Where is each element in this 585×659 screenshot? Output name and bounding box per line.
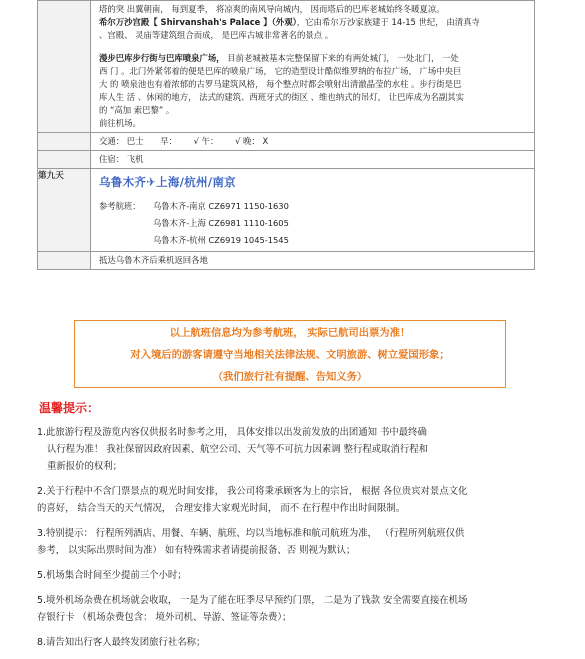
itinerary-table <box>37 0 535 270</box>
day8-lodging-label <box>38 151 91 169</box>
flight-shanghai: 乌鲁木齐-上海 CZ6981 1110-1605 <box>153 217 289 228</box>
tip-4-line-1: 5.机场集合时间至少提前三个小时； <box>37 570 187 581</box>
notice-line-2: 对入境后的游客请遵守当地相关法律法规、文明旅游、树立爱国形象； <box>130 349 450 361</box>
square-line-3: 库人生 活 、休闲的地方， 法式的建筑、西班牙式的街区 、维也纳式的吊灯， 让巴库成为名副其实 <box>99 92 465 103</box>
tip-3-line-1: 3.特别提示： 行程所列酒店、用餐、车辆、航班、均以当地标准和航司航班为准， （行程所列航班仅供 <box>37 528 465 539</box>
day9-content <box>91 169 535 252</box>
day9-arrival-row <box>38 251 535 269</box>
day9-arrival: 抵达乌鲁木齐后乘机返回各地 <box>99 254 208 265</box>
day8-info-label <box>38 133 91 151</box>
tip-5-line-1: 5.境外机场杂费在机场就会收取， 一是为了能在旺季尽早预约门票， 二是为了钱款 安全需要直接在机场 <box>37 595 468 606</box>
flight-label: 参考航班： <box>99 200 141 211</box>
meal-dinner: √ 晚： X <box>235 136 269 147</box>
tip-1-line-2: 认行程为准！ 我社保留因政府因素、航空公司、天气等不可抗力因素调 整行程或取消行程和 <box>47 444 428 455</box>
square-line-1: 西 门 。北门外紧邻着的便是巴库的喷泉广场， 它的造型设计酷似维罗纳的布拉广场， 广场中央巨 <box>99 66 462 77</box>
tip-4 <box>37 567 557 584</box>
day9-arrival-cell <box>91 251 535 269</box>
palace-title: 希尔万沙宫殿【 Shirvanshah's Palace 】（外观） <box>99 17 297 28</box>
day8-row <box>38 1 535 133</box>
notice-line-1: 以上航班信息均为参考航班， 实际已航司出票为准！ <box>169 327 411 339</box>
transport-meals <box>91 133 534 150</box>
day8-info-row <box>38 133 535 151</box>
day9-label: 第九天 <box>38 169 91 252</box>
tip-5-line-2: 存银行卡 （机场杂费包含： 境外司机、导游、签证等杂费）； <box>37 612 292 623</box>
flight-hangzhou: 乌鲁木齐-杭州 CZ6919 1045-1545 <box>153 234 289 245</box>
day8-text-1: 塔的突 出翼朝南， 每到夏季， 将凉爽的南风导向城内， 因而塔后的巴库老城始终冬暖夏凉。 <box>99 4 445 14</box>
tip-3-line-2: 参考， 以实际出票时间为准） 如有特殊需求者请提前报备、否 则视为默认； <box>37 545 356 556</box>
palace-paragraph <box>99 16 526 29</box>
day8-paragraph-1 <box>91 1 534 44</box>
lodging: 住宿： 飞机 <box>99 154 144 165</box>
day8-lodging-row <box>38 151 535 169</box>
day8-paragraph-2 <box>91 50 534 132</box>
day8-content <box>91 1 535 133</box>
tip-1 <box>37 424 557 475</box>
day8-info <box>91 133 535 151</box>
square-text: 目前老城被基本完整保留下来的有两处城门， 一处北门， 一处 <box>224 53 459 64</box>
day9-route-title: 乌鲁木齐✈上海/杭州/南京 <box>99 175 236 190</box>
tip-1-line-1: 1.此旅游行程及游览内容仅供报名时参考之用， 具体安排以出发前发放的出团通知 书中最终确 <box>37 427 427 438</box>
day9-arrival-label <box>38 251 91 269</box>
flight-nanjing: 乌鲁木齐-南京 CZ6971 1150-1630 <box>153 200 289 211</box>
tips-list <box>37 424 557 659</box>
transport: 交通： 巴士 <box>99 136 144 147</box>
notice-box <box>74 320 506 388</box>
palace-text-2: 、宫殿、 灵庙等建筑组合而成， 是巴库古城非常著名的景点 。 <box>99 30 334 41</box>
notice-line-3: （我们旅行社有提醒、告知义务） <box>212 371 368 383</box>
meal-breakfast: 早： <box>160 136 177 147</box>
square-line-4: 的 “高加 索巴黎” 。 <box>99 105 175 116</box>
palace-text: ，它由希尔万沙家族建于 14-15 世纪， 由清真寺 <box>296 17 480 28</box>
tip-1-line-3: 重新报价的权利； <box>47 461 123 472</box>
day8-label-cell <box>38 1 91 133</box>
square-paragraph <box>99 52 526 65</box>
to-airport: 前往机场。 <box>99 118 141 129</box>
tip-2 <box>37 483 557 517</box>
tip-2-line-1: 2.关于行程中不含门票景点的观光时间安排， 我公司将秉承顾客为上的宗旨， 根据 各位贵宾对景点文化 <box>37 486 468 497</box>
tips-title: 温馨提示： <box>39 401 100 415</box>
tip-6-line-1: 8.请告知出行客人最终发团旅行社名称； <box>37 637 206 648</box>
tip-5 <box>37 592 557 626</box>
day9-row <box>38 169 535 252</box>
flight-row-1 <box>99 198 526 215</box>
tip-3 <box>37 525 557 559</box>
tip-6 <box>37 634 557 651</box>
day8-lodging-cell <box>91 151 535 169</box>
meal-lunch: √ 午： <box>193 136 219 147</box>
tip-2-line-2: 的喜好， 结合当天的天气情况， 合理安排大家观光时间， 而不 在行程中作出时间限制。 <box>37 503 406 514</box>
square-line-2: 大 的 喷泉池也有着浓郁的古罗马建筑风格， 每个整点时都会喷射出清澈晶莹的水柱 。步行街是巴 <box>99 79 462 90</box>
square-title: 漫步巴库步行街与巴库喷泉广场， <box>99 53 225 64</box>
